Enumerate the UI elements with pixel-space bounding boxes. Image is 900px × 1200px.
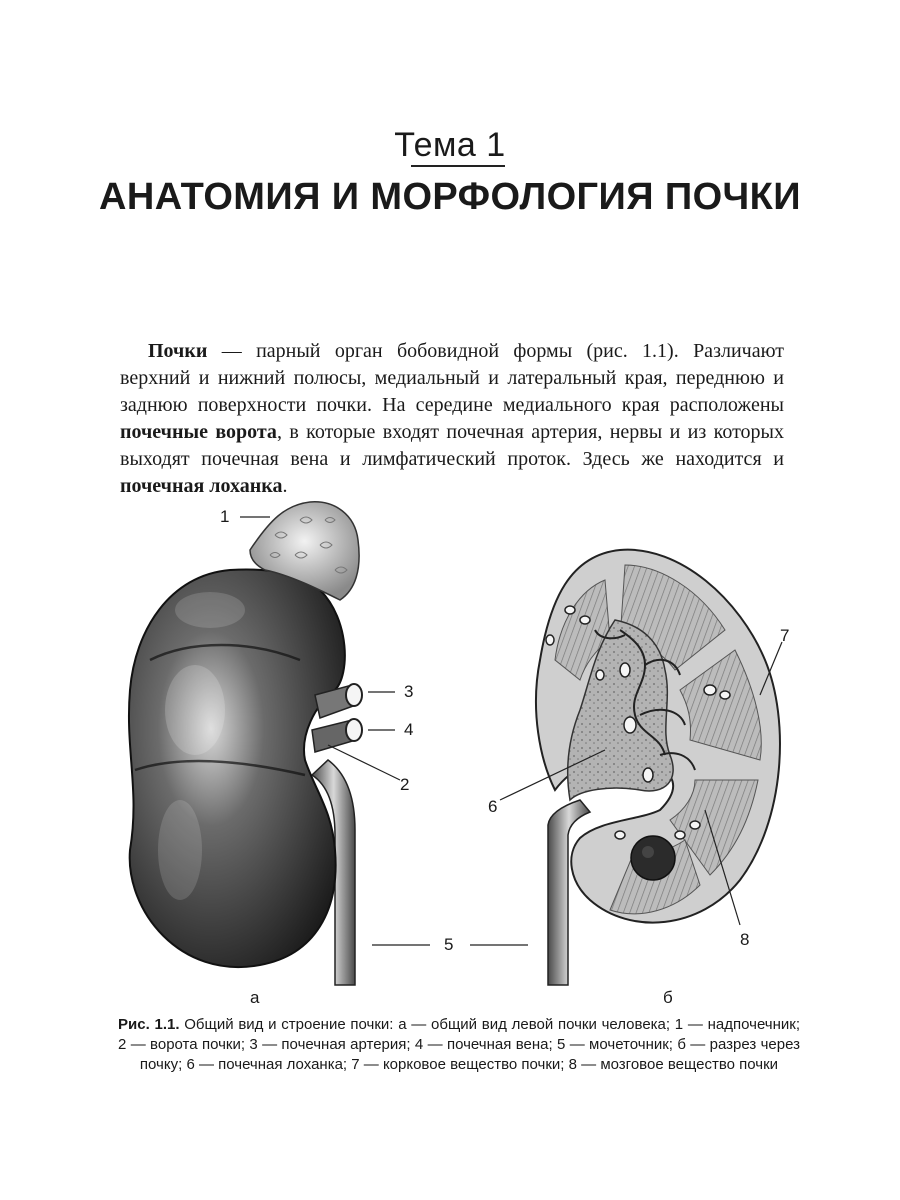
label-6: 6 [488,797,498,816]
label-1: 1 [220,507,230,526]
label-5: 5 [444,935,454,954]
label-3: 3 [404,682,414,701]
topic-underline [411,165,505,167]
label-2: 2 [400,775,410,794]
figure-caption [118,1015,800,1075]
intro-paragraph [120,338,784,500]
panel-label-b: б [663,988,673,1007]
label-7: 7 [780,626,790,645]
paragraph-text-1: — парный орган бобовидной формы (рис. 1.1). Различают верхний и нижний полюсы, медиальный и латеральный края, переднюю и заднюю поверхности почки. На середине медиального края расположены [120,340,784,416]
label-8: 8 [740,930,750,949]
kidney-illustration [100,490,800,1010]
topic-heading: Тема 1 [394,126,506,164]
figure-kidney [100,490,800,1010]
chapter-title: АНАТОМИЯ И МОРФОЛОГИЯ ПОЧКИ [99,176,801,218]
kidney-external-view [129,502,362,985]
caption-figure-number: Рис. 1.1. [118,1016,180,1033]
kidney-section-view [536,550,780,985]
paragraph-text-3: . [282,475,288,497]
label-4: 4 [404,720,414,739]
term-renal-pelvis: почечная лоханка [120,475,283,497]
term-renal-hilum: почечные ворота [120,421,277,443]
term-kidneys: Почки [148,340,208,362]
caption-text: Общий вид и строение почки: а — общий вид левой почки человека; 1 — надпочечник; 2 — ворота почки; 3 — почечная артерия; 4 — почечная вена; 5 — мочеточник; б — разрез через почку; 6 — почечная лоханка; 7 — корковое вещество почки; 8 — мозговое вещество почки [118,1016,800,1073]
panel-label-a: а [250,988,260,1007]
paragraph-text-2: , в которые входят почечная артерия, нервы и из которых выходят почечная вена и лимфатический проток. Здесь же находится и [120,421,784,470]
